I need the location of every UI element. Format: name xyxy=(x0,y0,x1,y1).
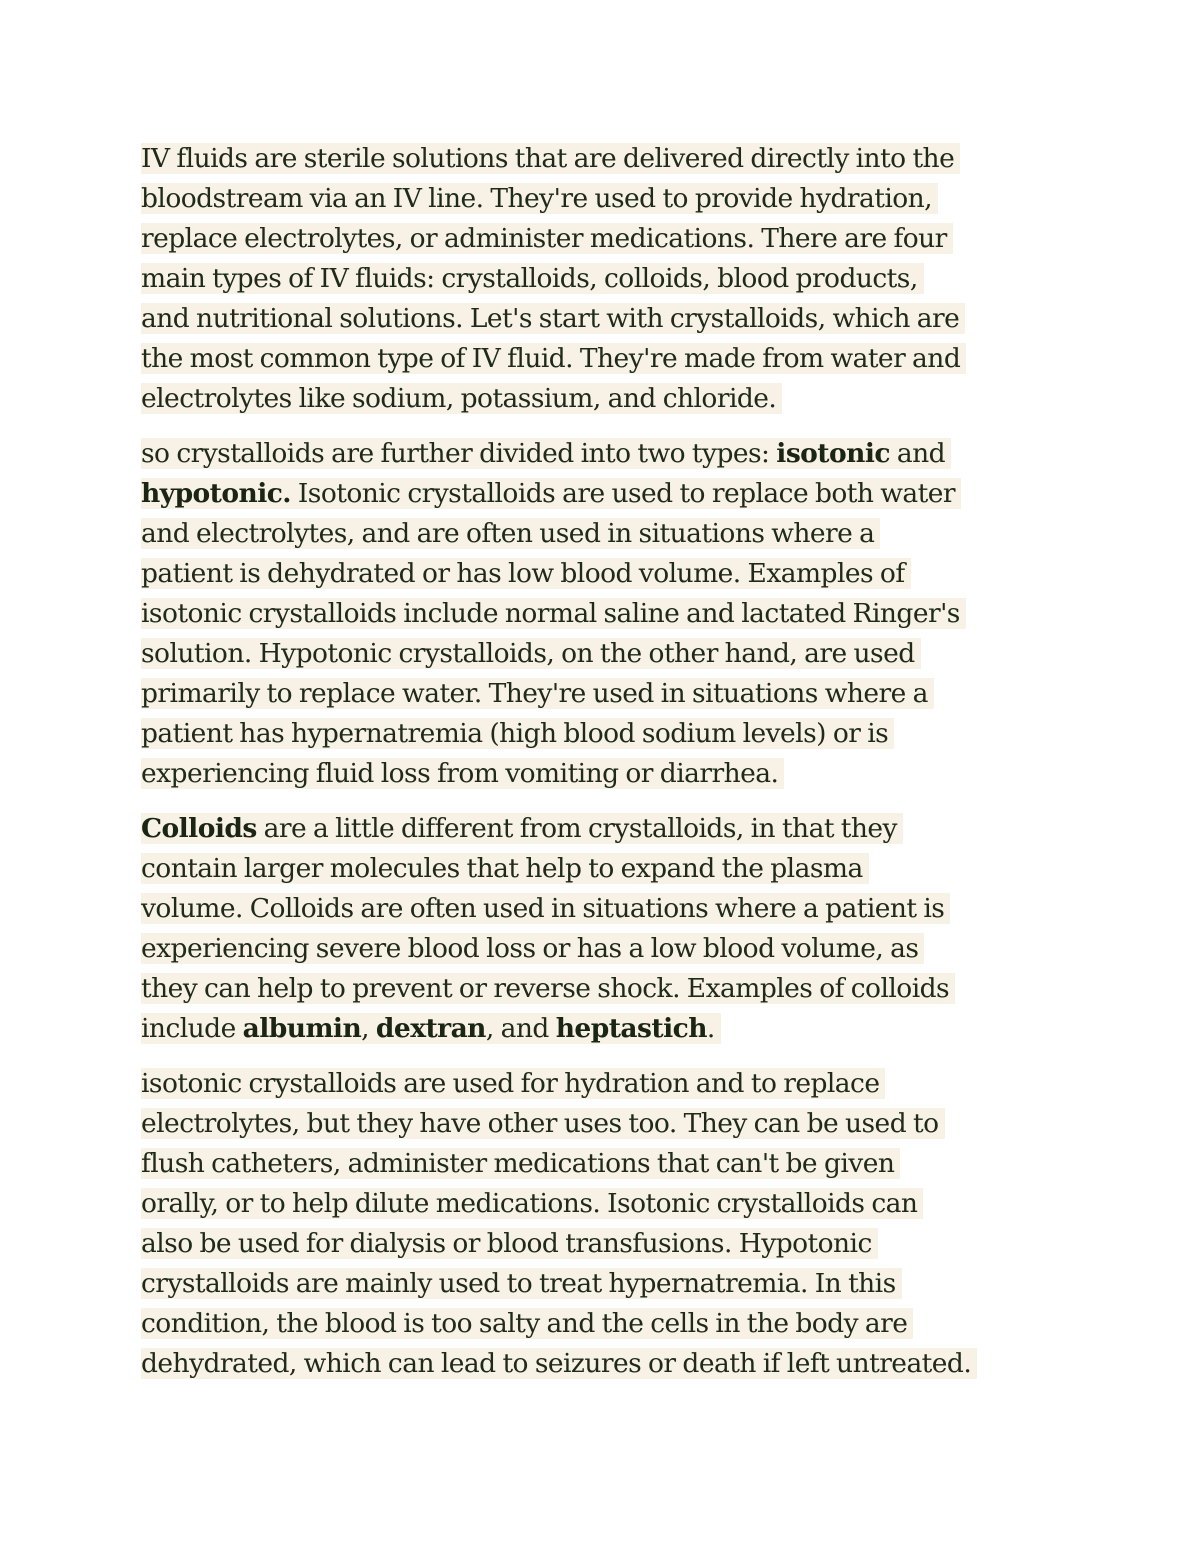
highlighted-text xyxy=(141,933,924,964)
text-line xyxy=(141,259,1071,299)
bold-term: Colloids xyxy=(141,813,257,844)
highlighted-text xyxy=(141,143,960,174)
text-run: volume. Colloids are often used in situations where a patient is xyxy=(141,893,945,924)
text-line xyxy=(141,634,1071,674)
highlighted-text xyxy=(141,518,880,549)
text-line xyxy=(141,1224,1071,1264)
highlighted-text xyxy=(141,853,869,884)
highlighted-text xyxy=(141,1068,885,1099)
highlighted-text xyxy=(141,638,921,669)
highlighted-text xyxy=(141,303,965,334)
text-run: , xyxy=(361,1013,376,1044)
text-run: isotonic crystalloids include normal saline and lactated Ringer's xyxy=(141,598,960,629)
highlighted-text xyxy=(141,438,951,469)
text-line xyxy=(141,674,1071,714)
highlighted-text xyxy=(141,1348,977,1379)
text-line xyxy=(141,554,1071,594)
text-line xyxy=(141,1144,1071,1184)
text-line xyxy=(141,339,1071,379)
text-line xyxy=(141,714,1071,754)
text-run: and nutritional solutions. Let's start with crystalloids, which are xyxy=(141,303,960,334)
paragraph-3 xyxy=(141,809,1071,1049)
bold-term: dextran xyxy=(375,1013,486,1044)
text-line xyxy=(141,299,1071,339)
text-run: , and xyxy=(485,1013,556,1044)
highlighted-text xyxy=(141,1108,945,1139)
text-run: contain larger molecules that help to expand the plasma xyxy=(141,853,863,884)
text-run: bloodstream via an IV line. They're used to provide hydration, xyxy=(141,183,933,214)
text-line xyxy=(141,1264,1071,1304)
bold-term: albumin xyxy=(242,1013,362,1044)
highlighted-text xyxy=(141,223,953,254)
highlighted-text xyxy=(141,1268,902,1299)
text-run: so crystalloids are further divided into two types: xyxy=(141,438,777,469)
text-run: and electrolytes, and are often used in situations where a xyxy=(141,518,875,549)
text-run: electrolytes, but they have other uses too. They can be used to xyxy=(141,1108,939,1139)
text-run: electrolytes like sodium, potassium, and chloride. xyxy=(141,383,777,414)
highlighted-text xyxy=(141,813,903,844)
text-line xyxy=(141,754,1071,794)
text-run: . xyxy=(706,1013,715,1044)
highlighted-text xyxy=(141,1013,721,1044)
highlighted-text xyxy=(141,383,782,414)
text-run: and xyxy=(889,438,946,469)
paragraph-2 xyxy=(141,434,1071,794)
text-line xyxy=(141,179,1071,219)
text-line xyxy=(141,929,1071,969)
text-line xyxy=(141,849,1071,889)
text-run: Isotonic crystalloids are used to replace both water xyxy=(290,478,955,509)
bold-term: isotonic xyxy=(776,438,890,469)
text-line xyxy=(141,379,1071,419)
text-run: condition, the blood is too salty and the cells in the body are xyxy=(141,1308,908,1339)
text-run: patient is dehydrated or has low blood volume. Examples of xyxy=(141,558,905,589)
text-line xyxy=(141,594,1071,634)
text-line xyxy=(141,1009,1071,1049)
highlighted-text xyxy=(141,183,938,214)
highlighted-text xyxy=(141,973,955,1004)
paragraph-gap xyxy=(141,1049,1071,1064)
paragraph-gap xyxy=(141,794,1071,809)
text-line xyxy=(141,1304,1071,1344)
text-line xyxy=(141,219,1071,259)
text-line xyxy=(141,514,1071,554)
text-line xyxy=(141,139,1071,179)
text-run: solution. Hypotonic crystalloids, on the other hand, are used xyxy=(141,638,915,669)
highlighted-text xyxy=(141,1308,913,1339)
text-line xyxy=(141,1064,1071,1104)
text-run: they can help to prevent or reverse shock. Examples of colloids xyxy=(141,973,950,1004)
text-run: isotonic crystalloids are used for hydration and to replace xyxy=(141,1068,880,1099)
text-run: IV fluids are sterile solutions that are delivered directly into the xyxy=(141,143,955,174)
text-line xyxy=(141,1344,1071,1384)
text-run: main types of IV fluids: crystalloids, colloids, blood products, xyxy=(141,263,918,294)
text-run: primarily to replace water. They're used in situations where a xyxy=(141,678,928,709)
bold-term: hypotonic. xyxy=(141,478,291,509)
text-line xyxy=(141,434,1071,474)
document-body xyxy=(141,139,1071,1384)
highlighted-text xyxy=(141,758,784,789)
text-run: patient has hypernatremia (high blood sodium levels) or is xyxy=(141,718,889,749)
text-run: crystalloids are mainly used to treat hypernatremia. In this xyxy=(141,1268,896,1299)
text-run: are a little different from crystalloids, in that they xyxy=(256,813,897,844)
text-line xyxy=(141,809,1071,849)
text-line xyxy=(141,474,1071,514)
highlighted-text xyxy=(141,1148,900,1179)
highlighted-text xyxy=(141,718,894,749)
text-run: experiencing severe blood loss or has a low blood volume, as xyxy=(141,933,919,964)
text-run: orally, or to help dilute medications. Isotonic crystalloids can xyxy=(141,1188,918,1219)
text-run: dehydrated, which can lead to seizures or death if left untreated. xyxy=(141,1348,972,1379)
highlighted-text xyxy=(141,263,924,294)
paragraph-gap xyxy=(141,419,1071,434)
text-line xyxy=(141,889,1071,929)
highlighted-text xyxy=(141,343,966,374)
text-line xyxy=(141,969,1071,1009)
highlighted-text xyxy=(141,1228,878,1259)
highlighted-text xyxy=(141,558,911,589)
text-line xyxy=(141,1184,1071,1224)
text-run: include xyxy=(141,1013,243,1044)
text-line xyxy=(141,1104,1071,1144)
highlighted-text xyxy=(141,678,934,709)
highlighted-text xyxy=(141,478,961,509)
paragraph-4 xyxy=(141,1064,1071,1384)
text-run: replace electrolytes, or administer medications. There are four xyxy=(141,223,947,254)
text-run: experiencing fluid loss from vomiting or diarrhea. xyxy=(141,758,779,789)
bold-term: heptastich xyxy=(555,1013,707,1044)
text-run: flush catheters, administer medications that can't be given xyxy=(141,1148,895,1179)
text-run: also be used for dialysis or blood transfusions. Hypotonic xyxy=(141,1228,872,1259)
text-run: the most common type of IV fluid. They're made from water and xyxy=(141,343,961,374)
highlighted-text xyxy=(141,598,966,629)
highlighted-text xyxy=(141,1188,923,1219)
highlighted-text xyxy=(141,893,950,924)
paragraph-1 xyxy=(141,139,1071,419)
